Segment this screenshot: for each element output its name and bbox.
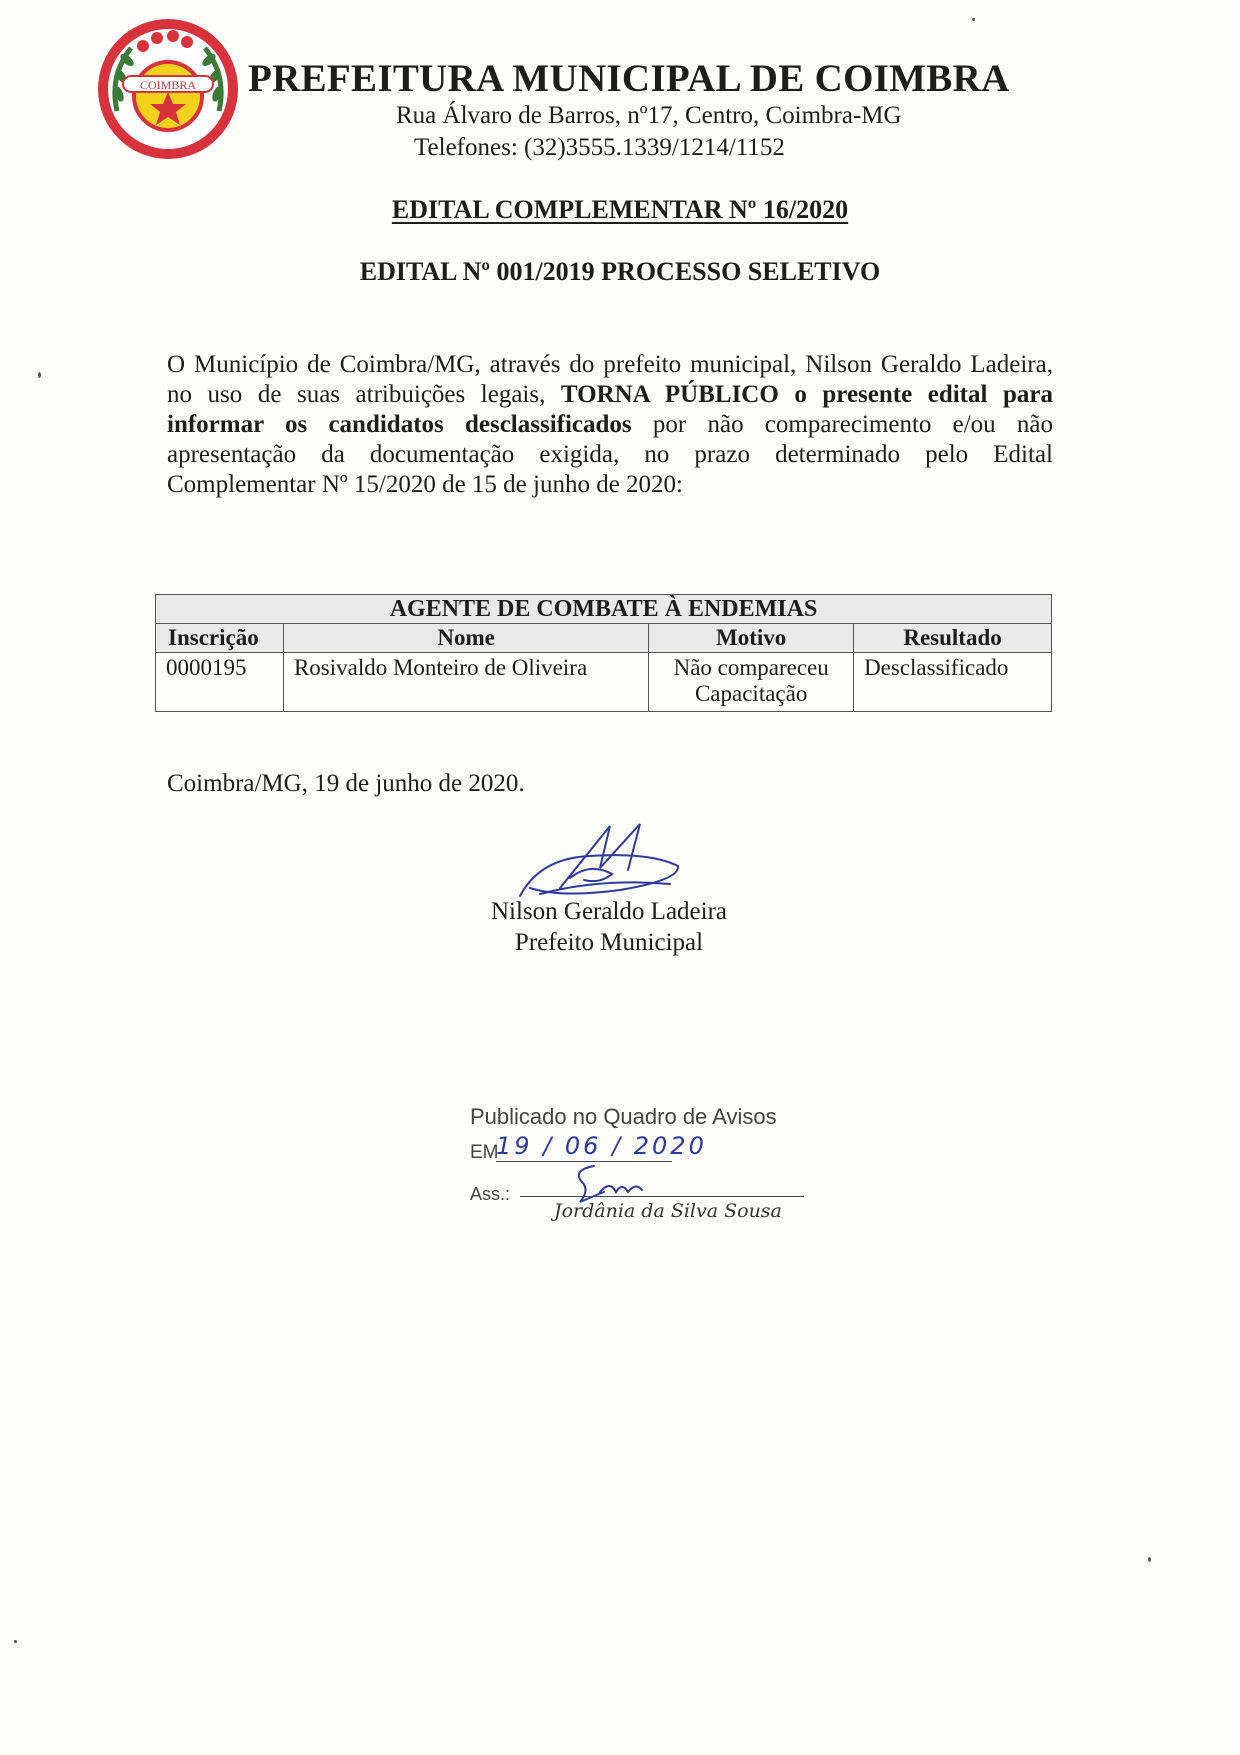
- stamp-clerk-name: Jordânia da Silva Sousa: [554, 1200, 782, 1222]
- edital-complementar-title: EDITAL COMPLEMENTAR Nº 16/2020: [391, 195, 849, 224]
- cell-inscricao: 0000195: [156, 653, 284, 712]
- header-nome: Nome: [283, 624, 648, 653]
- header-inscricao: Inscrição: [156, 624, 284, 653]
- cell-motivo: [649, 653, 854, 712]
- municipal-seal-icon: [95, 16, 241, 162]
- body-rest: por não comparecimento e/ou não apresentação da documentação exigida, no prazo determinado pelo Edital Complementar Nº 15/2020 de 15 de junho de 2020:: [167, 411, 1054, 498]
- org-address: Rua Álvaro de Barros, nº17, Centro, Coimbra-MG: [396, 102, 902, 129]
- date-line: Coimbra/MG, 19 de junho de 2020.: [167, 770, 525, 797]
- stamp-signature-line: [520, 1196, 804, 1197]
- scan-speck: [38, 372, 41, 378]
- motivo-line-1: Não compareceu: [673, 655, 829, 680]
- header-motivo: Motivo: [649, 624, 854, 653]
- scan-speck: [972, 18, 975, 21]
- table-row: [156, 653, 1052, 712]
- body-paragraph: [167, 350, 1053, 500]
- scan-speck: [14, 1640, 17, 1643]
- mayor-title: Prefeito Municipal: [514, 929, 704, 956]
- cell-resultado: Desclassificado: [854, 653, 1052, 712]
- body-intro: O Município de Coimbra/MG, através do prefeito municipal, Nilson Geraldo Ladeira, no uso de suas atribuições legais,: [167, 351, 1053, 408]
- org-phones: Telefones: (32)3555.1339/1214/1152: [414, 134, 785, 161]
- seal-text: COIMBRA: [139, 78, 197, 92]
- stamp-heading: Publicado no Quadro de Avisos: [470, 1104, 777, 1129]
- publication-stamp: [468, 1104, 828, 1234]
- results-table: [155, 594, 1052, 712]
- stamp-ass-label: Ass.:: [470, 1184, 511, 1204]
- edital-processo-title: EDITAL Nº 001/2019 PROCESSO SELETIVO: [359, 257, 881, 286]
- table-caption: AGENTE DE COMBATE À ENDEMIAS: [156, 595, 1052, 624]
- header-resultado: Resultado: [854, 624, 1052, 653]
- mayor-name: Nilson Geraldo Ladeira: [490, 898, 728, 925]
- stamp-date: 19 / 06 / 2020: [496, 1132, 707, 1160]
- cell-nome: Rosivaldo Monteiro de Oliveira: [283, 653, 648, 712]
- results-table-wrapper: [155, 594, 1052, 712]
- body-bold: TORNA PÚBLICO o presente edital para informar os candidatos desclassificados: [167, 381, 1054, 438]
- mayor-signature-icon: [500, 818, 700, 908]
- scan-speck: [1148, 1557, 1151, 1562]
- motivo-line-2: Capacitação: [694, 681, 808, 706]
- org-name: PREFEITURA MUNICIPAL DE COIMBRA: [248, 57, 1010, 100]
- stamp-em-label: EM: [470, 1142, 499, 1163]
